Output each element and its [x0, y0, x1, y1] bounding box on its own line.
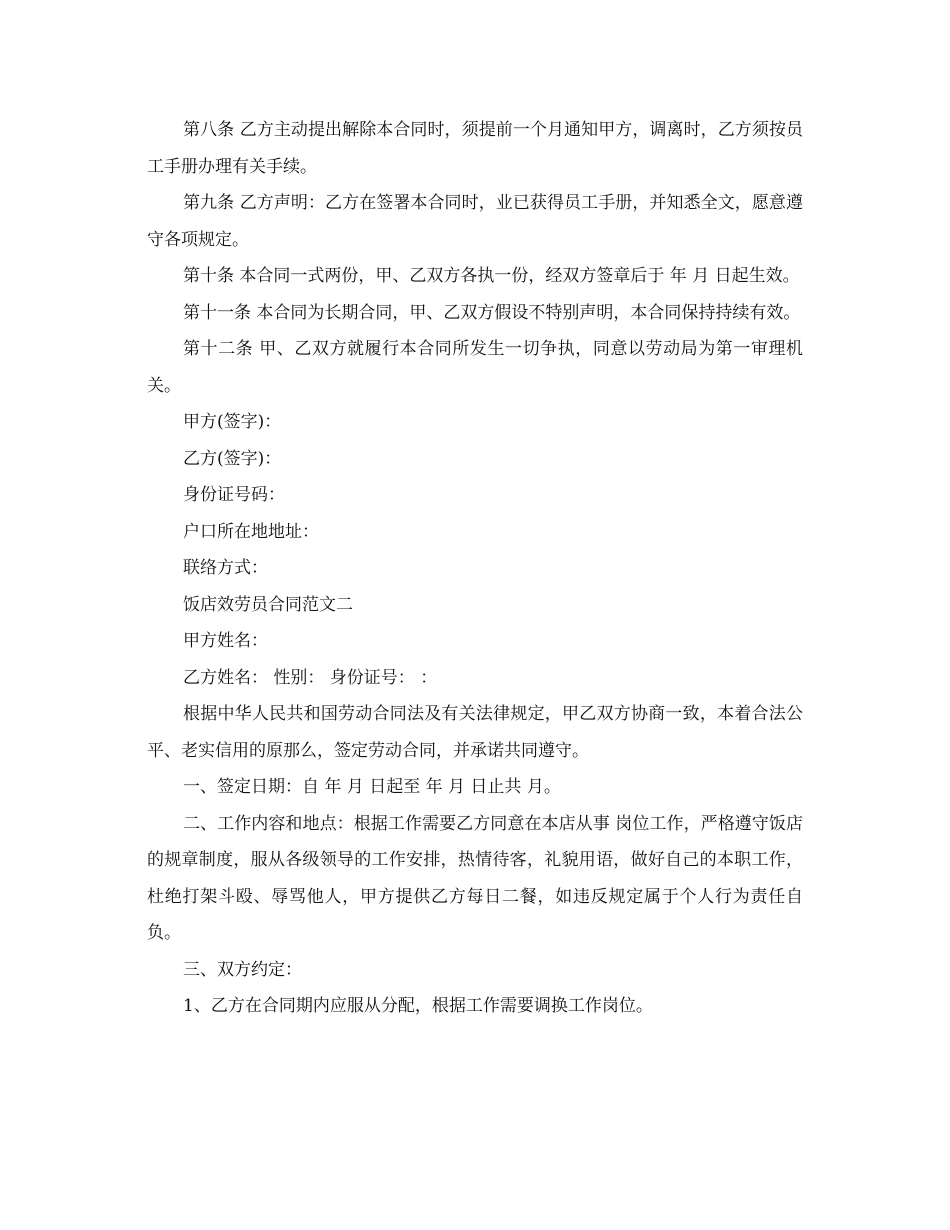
- party-a-signature-line: 甲方(签字)：: [183, 412, 282, 432]
- contact-line: 联络方式：: [183, 558, 268, 578]
- household-address-line: 户口所在地地址：: [183, 521, 319, 542]
- party-b-info-line: 乙方姓名： 性别： 身份证号： ：: [183, 667, 438, 688]
- party-b-signature-line: 乙方(签字)：: [183, 448, 282, 469]
- work-content-clause: 二、工作内容和地点：根据工作需要乙方同意在本店从事 岗位工作，严格遵守饭店的规章制度，服从各级领导的工作安排，热情待客，礼貌用语，做好自己的本职工作，杜绝打架斗殴、辱骂他人，甲方提供乙方每日二餐，如违反规定属于个人行为责任自负。: [147, 813, 803, 943]
- id-number-line: 身份证号码：: [183, 485, 285, 505]
- clause-9: 第九条 乙方声明：乙方在签署本合同时，业已获得员工手册，并知悉全文，愿意遵守各项规定。: [147, 193, 803, 250]
- clause-10: 第十条 本合同一式两份，甲、乙双方各执一份，经双方签章后于 年 月 日起生效。: [183, 266, 800, 286]
- party-a-name-line: 甲方姓名：: [183, 631, 268, 651]
- clause-8: 第八条 乙方主动提出解除本合同时，须提前一个月通知甲方，调离时，乙方须按员工手册办理有关手续。: [147, 120, 803, 177]
- section-heading: 饭店效劳员合同范文二: [183, 594, 353, 615]
- clause-12: 第十二条 甲、乙双方就履行本合同所发生一切争执，同意以劳动局为第一审理机关。: [147, 339, 803, 396]
- agreement-heading: 三、双方约定：: [183, 959, 302, 980]
- signing-date-clause: 一、签定日期：自 年 月 日起至 年 月 日止共 月。: [183, 777, 561, 797]
- agreement-item-1: 1、乙方在合同期内应服从分配，根据工作需要调换工作岗位。: [183, 996, 653, 1016]
- clause-11: 第十一条 本合同为长期合同，甲、乙双方假设不特别声明，本合同保持持续有效。: [183, 302, 801, 323]
- document-body: [147, 112, 803, 1025]
- preamble-paragraph: 根据中华人民共和国劳动合同法及有关法律规定，甲乙双方协商一致，本着合法公平、老实信用的原那么，签定劳动合同，并承诺共同遵守。: [147, 704, 803, 761]
